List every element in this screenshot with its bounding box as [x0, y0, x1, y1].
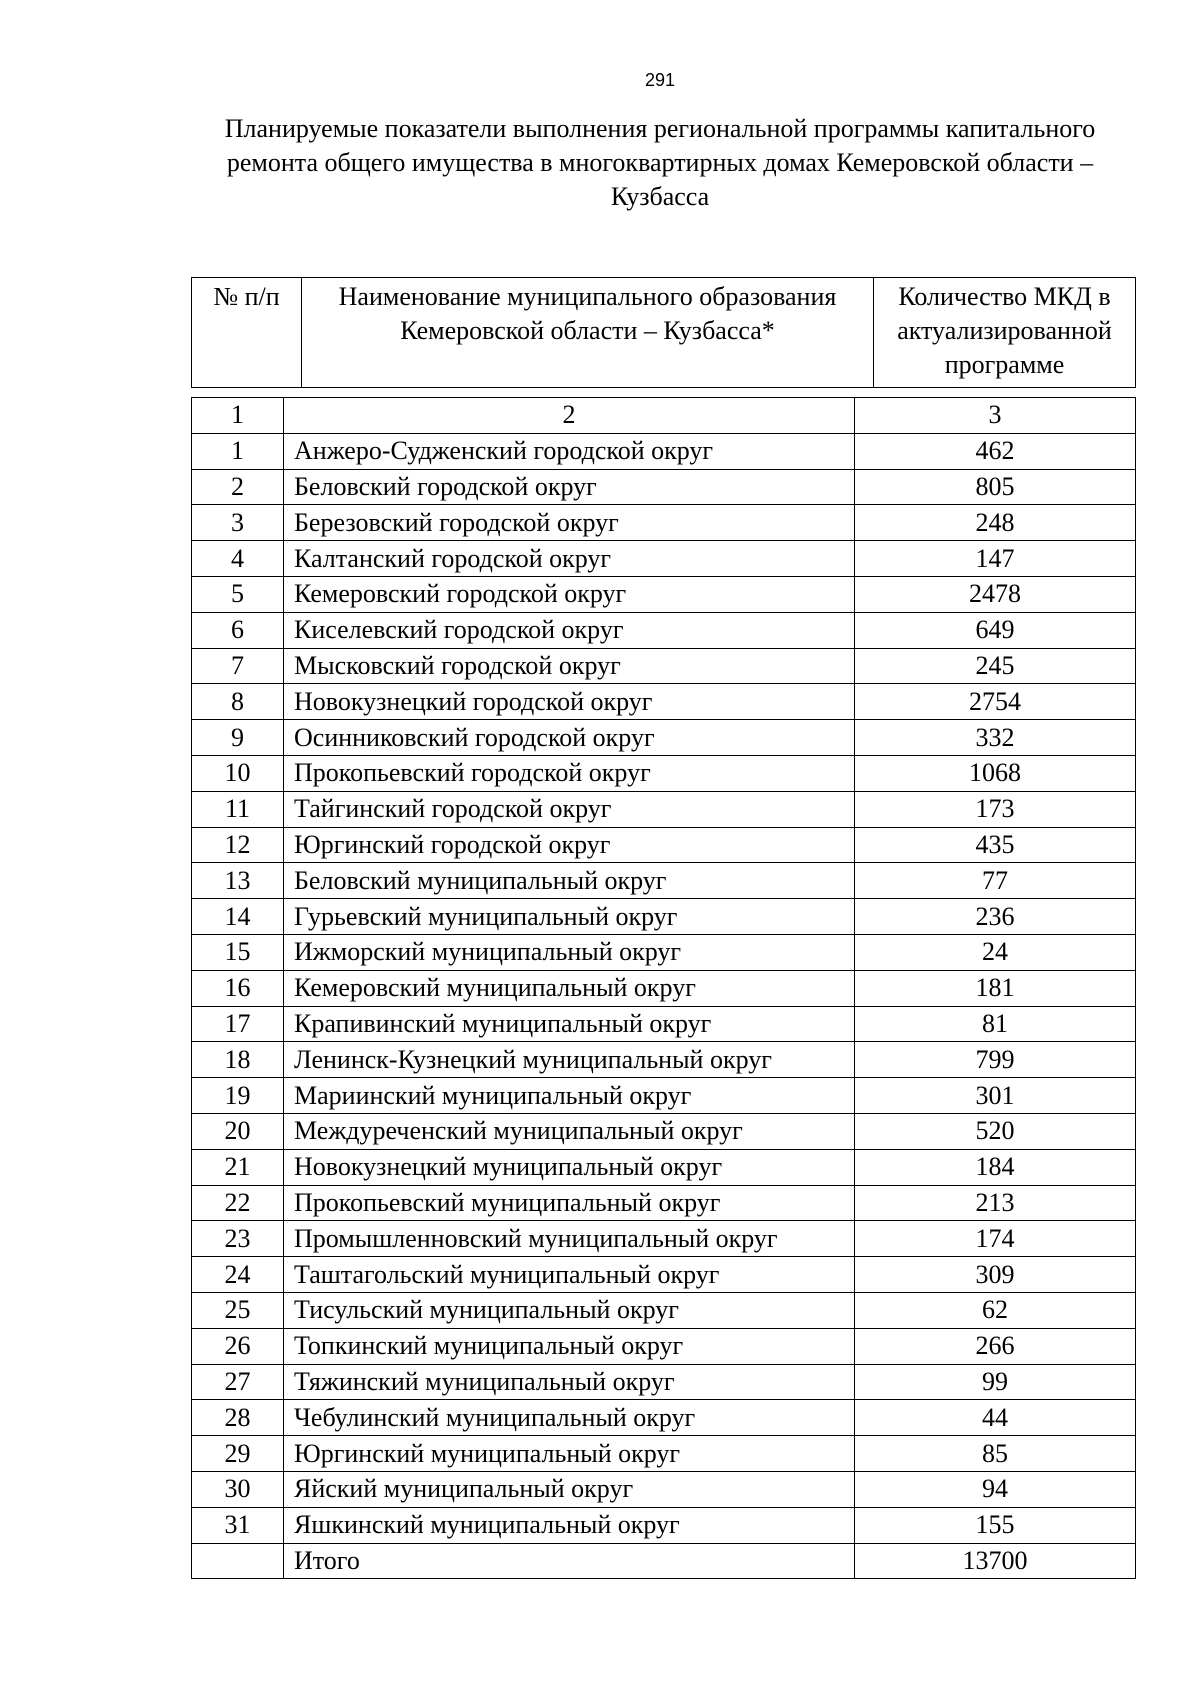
table-row	[192, 863, 1136, 899]
municipality-name: Прокопьевский городской округ	[284, 755, 855, 791]
row-number: 26	[192, 1328, 284, 1364]
table-row	[192, 576, 1136, 612]
table-row	[192, 1113, 1136, 1149]
municipality-name: Тисульский муниципальный округ	[284, 1292, 855, 1328]
row-number: 9	[192, 720, 284, 756]
table-row	[192, 1221, 1136, 1257]
table-row	[192, 469, 1136, 505]
page-number: 291	[644, 70, 676, 90]
row-number: 10	[192, 755, 284, 791]
mkd-count: 173	[855, 791, 1136, 827]
mkd-count: 94	[855, 1471, 1136, 1507]
mkd-count: 301	[855, 1078, 1136, 1114]
municipality-name: Кемеровский городской округ	[284, 576, 855, 612]
mkd-count: 2478	[855, 576, 1136, 612]
row-number: 3	[192, 505, 284, 541]
table-row	[192, 720, 1136, 756]
title-line: Кузбасса	[610, 182, 710, 211]
table-row	[192, 1078, 1136, 1114]
table-row	[192, 1292, 1136, 1328]
row-number: 23	[192, 1221, 284, 1257]
mkd-count: 213	[855, 1185, 1136, 1221]
municipality-name: Прокопьевский муниципальный округ	[284, 1185, 855, 1221]
row-number: 14	[192, 899, 284, 935]
table-row	[192, 433, 1136, 469]
municipality-name: Беловский муниципальный округ	[284, 863, 855, 899]
total-row	[192, 1543, 1136, 1579]
municipality-name: Тяжинский муниципальный округ	[284, 1364, 855, 1400]
municipality-name: Междуреченский муниципальный округ	[284, 1113, 855, 1149]
row-number: 30	[192, 1471, 284, 1507]
row-number: 13	[192, 863, 284, 899]
mkd-count: 2754	[855, 684, 1136, 720]
municipality-name: Крапивинский муниципальный округ	[284, 1006, 855, 1042]
mkd-count: 85	[855, 1436, 1136, 1472]
municipality-name: Ленинск-Кузнецкий муниципальный округ	[284, 1042, 855, 1078]
municipality-name: Киселевский городской округ	[284, 612, 855, 648]
mkd-count: 184	[855, 1149, 1136, 1185]
table-row	[192, 612, 1136, 648]
table-row	[192, 505, 1136, 541]
mkd-count: 332	[855, 720, 1136, 756]
row-number: 12	[192, 827, 284, 863]
table-row	[192, 1471, 1136, 1507]
mkd-count: 805	[855, 469, 1136, 505]
mkd-count: 435	[855, 827, 1136, 863]
municipality-name: Кемеровский муниципальный округ	[284, 970, 855, 1006]
column-number: 2	[284, 398, 855, 434]
row-number: 28	[192, 1400, 284, 1436]
mkd-count: 99	[855, 1364, 1136, 1400]
mkd-count: 155	[855, 1507, 1136, 1543]
header-number: № п/п	[192, 278, 302, 388]
mkd-count: 62	[855, 1292, 1136, 1328]
mkd-count: 147	[855, 541, 1136, 577]
mkd-count: 309	[855, 1257, 1136, 1293]
table-row	[192, 541, 1136, 577]
table-row	[192, 755, 1136, 791]
municipality-name: Яйский муниципальный округ	[284, 1471, 855, 1507]
municipality-name: Юргинский городской округ	[284, 827, 855, 863]
row-number: 8	[192, 684, 284, 720]
table-row	[192, 1328, 1136, 1364]
row-number: 20	[192, 1113, 284, 1149]
mkd-count: 77	[855, 863, 1136, 899]
municipality-name: Топкинский муниципальный округ	[284, 1328, 855, 1364]
row-number: 17	[192, 1006, 284, 1042]
table-row	[192, 1042, 1136, 1078]
municipality-name: Осинниковский городской округ	[284, 720, 855, 756]
municipality-name: Таштагольский муниципальный округ	[284, 1257, 855, 1293]
table-row	[192, 1185, 1136, 1221]
municipality-name: Беловский городской округ	[284, 469, 855, 505]
municipality-name: Калтанский городской округ	[284, 541, 855, 577]
municipality-name: Гурьевский муниципальный округ	[284, 899, 855, 935]
mkd-count: 799	[855, 1042, 1136, 1078]
row-number: 15	[192, 934, 284, 970]
row-number: 24	[192, 1257, 284, 1293]
header-row	[192, 278, 1136, 388]
mkd-count: 44	[855, 1400, 1136, 1436]
municipality-name: Промышленновский муниципальный округ	[284, 1221, 855, 1257]
row-number: 5	[192, 576, 284, 612]
municipality-name: Новокузнецкий муниципальный округ	[284, 1149, 855, 1185]
row-number	[192, 1543, 284, 1579]
row-number: 6	[192, 612, 284, 648]
table-row	[192, 1436, 1136, 1472]
data-table	[191, 397, 1136, 1579]
row-number: 22	[192, 1185, 284, 1221]
mkd-count: 266	[855, 1328, 1136, 1364]
mkd-count: 236	[855, 899, 1136, 935]
header-table	[191, 277, 1136, 388]
row-number: 7	[192, 648, 284, 684]
row-number: 16	[192, 970, 284, 1006]
row-number: 29	[192, 1436, 284, 1472]
municipality-name: Анжеро-Судженский городской округ	[284, 433, 855, 469]
mkd-count: 520	[855, 1113, 1136, 1149]
column-number-row	[192, 398, 1136, 434]
mkd-count: 1068	[855, 755, 1136, 791]
municipality-name: Тайгинский городской округ	[284, 791, 855, 827]
table-row	[192, 899, 1136, 935]
municipality-name: Березовский городской округ	[284, 505, 855, 541]
municipality-name: Ижморский муниципальный округ	[284, 934, 855, 970]
row-number: 11	[192, 791, 284, 827]
table-row	[192, 970, 1136, 1006]
column-number: 3	[855, 398, 1136, 434]
row-number: 18	[192, 1042, 284, 1078]
table-row	[192, 684, 1136, 720]
municipality-name: Чебулинский муниципальный округ	[284, 1400, 855, 1436]
municipality-name: Юргинский муниципальный округ	[284, 1436, 855, 1472]
column-number: 1	[192, 398, 284, 434]
table-row	[192, 648, 1136, 684]
table-row	[192, 1400, 1136, 1436]
table-row	[192, 791, 1136, 827]
table-row	[192, 1507, 1136, 1543]
municipality-name: Мысковский городской округ	[284, 648, 855, 684]
table-row	[192, 1257, 1136, 1293]
municipality-name: Мариинский муниципальный округ	[284, 1078, 855, 1114]
mkd-count: 13700	[855, 1543, 1136, 1579]
table-row	[192, 827, 1136, 863]
header-count: Количество МКД в актуализированной программе	[874, 278, 1136, 388]
mkd-count: 81	[855, 1006, 1136, 1042]
row-number: 2	[192, 469, 284, 505]
mkd-count: 462	[855, 433, 1136, 469]
mkd-count: 649	[855, 612, 1136, 648]
mkd-count: 24	[855, 934, 1136, 970]
table-row	[192, 1006, 1136, 1042]
document-title	[160, 112, 1160, 214]
title-line: Планируемые показатели выполнения региональной программы капитального	[224, 114, 1096, 143]
row-number: 25	[192, 1292, 284, 1328]
row-number: 27	[192, 1364, 284, 1400]
row-number: 21	[192, 1149, 284, 1185]
row-number: 1	[192, 433, 284, 469]
header-municipality: Наименование муниципального образования Кемеровской области – Кузбасса*	[302, 278, 874, 388]
table-row	[192, 1149, 1136, 1185]
row-number: 19	[192, 1078, 284, 1114]
mkd-count: 245	[855, 648, 1136, 684]
mkd-count: 174	[855, 1221, 1136, 1257]
municipality-name: Новокузнецкий городской округ	[284, 684, 855, 720]
title-line: ремонта общего имущества в многоквартирных домах Кемеровской области –	[226, 148, 1094, 177]
row-number: 4	[192, 541, 284, 577]
row-number: 31	[192, 1507, 284, 1543]
table-row	[192, 1364, 1136, 1400]
table-row	[192, 934, 1136, 970]
municipality-name: Яшкинский муниципальный округ	[284, 1507, 855, 1543]
mkd-count: 248	[855, 505, 1136, 541]
mkd-count: 181	[855, 970, 1136, 1006]
municipality-name: Итого	[284, 1543, 855, 1579]
